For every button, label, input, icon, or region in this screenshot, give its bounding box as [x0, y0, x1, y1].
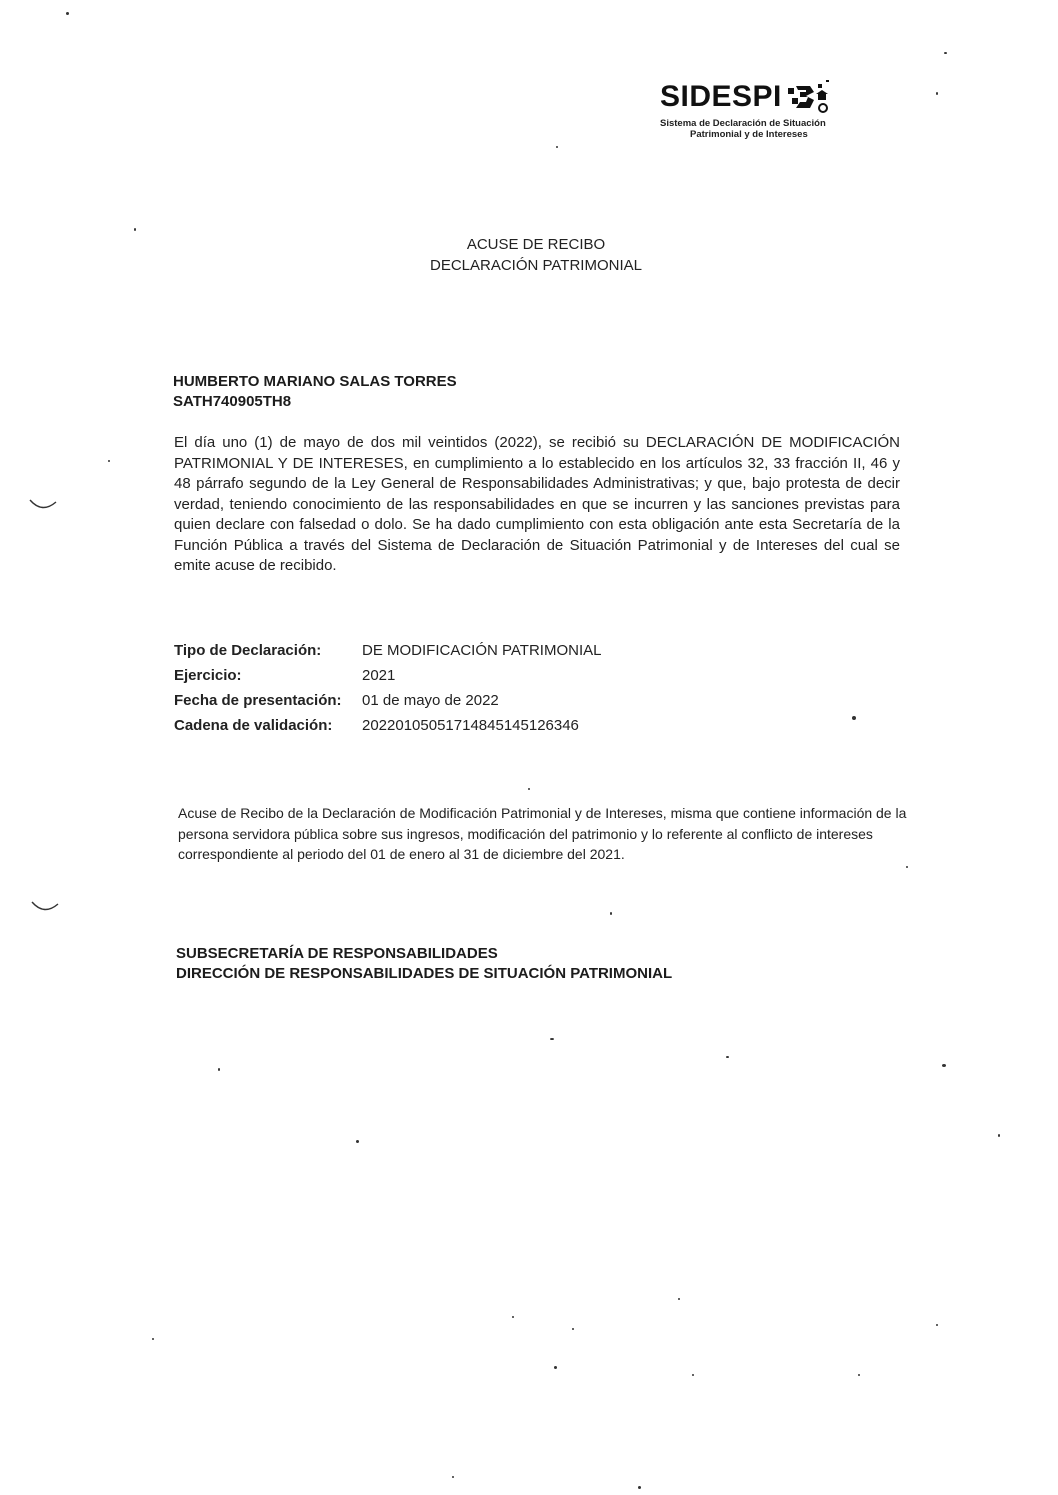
scan-speck: [610, 912, 612, 915]
detail-value: 01 de mayo de 2022: [362, 692, 499, 709]
scan-speck: [512, 1316, 514, 1318]
detail-value: 2021: [362, 667, 396, 684]
scan-speck: [936, 92, 938, 95]
scan-speck: [66, 12, 69, 15]
scan-speck: [998, 1134, 1000, 1137]
scan-speck: [528, 788, 530, 790]
document-title-line2: DECLARACIÓN PATRIMONIAL: [430, 257, 642, 274]
logo-emblem-icon: [786, 78, 832, 116]
scan-speck: [944, 52, 947, 54]
scan-speck: [638, 1486, 641, 1489]
scan-speck: [556, 146, 558, 148]
issuing-office-line1: SUBSECRETARÍA DE RESPONSABILIDADES: [176, 945, 498, 962]
binder-hole-mark: [30, 900, 60, 914]
logo-wordmark: SIDESPI: [660, 80, 782, 113]
binder-hole-mark: [28, 498, 58, 512]
sidespi-logo: [660, 78, 860, 140]
detail-row-validation: [174, 713, 601, 738]
scan-speck: [726, 1056, 729, 1058]
issuing-office: [176, 944, 672, 984]
detail-label: Tipo de Declaración:: [174, 642, 322, 659]
scan-speck: [554, 1366, 557, 1369]
scan-speck: [678, 1298, 680, 1300]
scan-speck: [452, 1476, 454, 1478]
scan-speck: [852, 716, 856, 720]
detail-value: 20220105051714845145126346: [362, 717, 579, 734]
detail-label: Cadena de validación:: [174, 717, 333, 734]
scan-speck: [906, 866, 908, 868]
declarant-name: HUMBERTO MARIANO SALAS TORRES: [173, 373, 457, 390]
note-paragraph: Acuse de Recibo de la Declaración de Modificación Patrimonial y de Intereses, misma que contiene información de la persona servidora pública sobre sus ingresos, modificación del patrimonio y lo referente al conflicto de intereses correspondiente al periodo del 01 de enero al 31 de diciembre del 2021.: [178, 805, 907, 862]
scan-speck: [550, 1038, 554, 1040]
scan-speck: [108, 460, 110, 462]
scan-speck: [572, 1328, 574, 1330]
declaration-details: [174, 638, 601, 738]
detail-label: Fecha de presentación:: [174, 692, 342, 709]
scan-speck: [942, 1064, 946, 1067]
declarant-rfc: SATH740905TH8: [173, 393, 292, 410]
detail-label: Ejercicio:: [174, 667, 242, 684]
logo-subtitle-line2: Patrimonial y de Intereses: [690, 129, 808, 140]
scan-speck: [134, 228, 136, 231]
detail-row-type: [174, 638, 601, 663]
scan-speck: [692, 1374, 694, 1376]
issuing-office-line2: DIRECCIÓN DE RESPONSABILIDADES DE SITUACIÓN PATRIMONIAL: [176, 965, 673, 982]
scan-speck: [858, 1374, 860, 1376]
document-title-line1: ACUSE DE RECIBO: [466, 236, 606, 253]
detail-value: DE MODIFICACIÓN PATRIMONIAL: [362, 642, 602, 659]
logo-subtitle-line1: Sistema de Declaración de Situación: [660, 118, 826, 129]
scan-speck: [218, 1068, 220, 1071]
scan-speck: [152, 1338, 154, 1340]
intro-paragraph: El día uno (1) de mayo de dos mil veintidos (2022), se recibió su DECLARACIÓN DE MODIFICACIÓN PATRIMONIAL Y DE INTERESES, en cumplimiento a lo establecido en los artículos 32, 33 fracción II, 46 y 48 párrafo segundo de la Ley General de Responsabilidades Administrativas; y que, bajo protesta de decir verdad, teniendo conocimiento de las responsabilidades en que se incurren y las sanciones previstas para quien declare con falsedad o dolo. Se ha dado cumplimiento con esta obligación ante esta Secretaría de la Función Pública a través del Sistema de Declaración de Situación Patrimonial y de Intereses del cual se emite acuse de recibido.: [174, 434, 900, 574]
scan-speck: [936, 1324, 938, 1326]
scan-speck: [356, 1140, 359, 1143]
detail-row-year: [174, 663, 601, 688]
detail-row-date: [174, 688, 601, 713]
declarant-block: [173, 372, 457, 412]
